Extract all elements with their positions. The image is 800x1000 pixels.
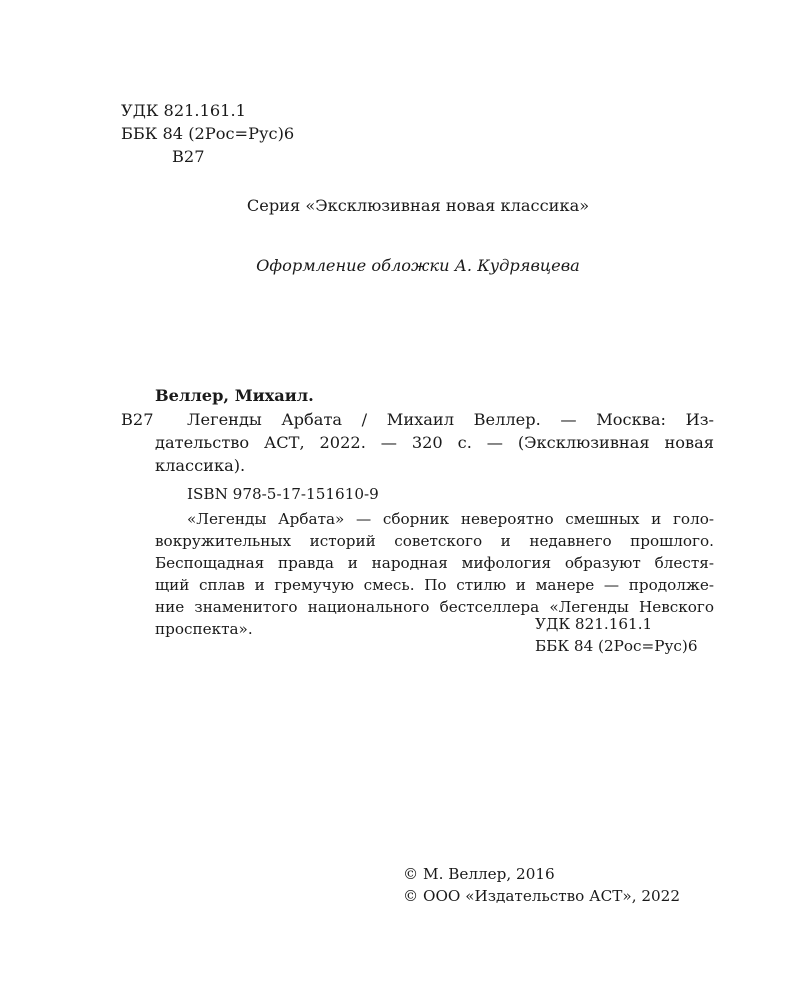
- description-line: дательство АСТ, 2022. — 320 с. — (Эксклюзивная новая: [155, 433, 714, 452]
- copyright-author: © М. Веллер, 2016: [403, 865, 555, 883]
- annotation-line: ние знаменитого национального бестселлера «Легенды Невского: [155, 598, 714, 616]
- description-line: Легенды Арбата / Михаил Веллер. — Москва: Из-: [187, 410, 714, 429]
- annotation-line: «Легенды Арбата» — сборник невероятно смешных и голо-: [187, 510, 714, 528]
- series-line: Серия «Эксклюзивная новая классика»: [246, 196, 590, 215]
- author-heading: Веллер, Михаил.: [155, 386, 314, 405]
- annotation-line: проспекта».: [155, 620, 253, 638]
- description-line: классика).: [155, 456, 246, 475]
- udk-code: УДК 821.161.1: [121, 101, 246, 120]
- catalog-udk: УДК 821.161.1: [535, 615, 653, 633]
- cover-design-credit: Оформление обложки А. Кудрявцева: [256, 256, 580, 275]
- annotation-line: щий сплав и гремучую смесь. По стилю и манере — продолже-: [155, 576, 714, 594]
- author-mark: В27: [172, 147, 205, 166]
- annotation-line: вокружительных историй советского и недавнего прошлого.: [155, 532, 714, 550]
- catalog-mark: В27: [121, 410, 154, 429]
- copyright-publisher: © ООО «Издательство АСТ», 2022: [403, 887, 681, 905]
- bbk-code: ББК 84 (2Рос=Рус)6: [121, 124, 295, 143]
- catalog-bbk: ББК 84 (2Рос=Рус)6: [535, 637, 698, 655]
- isbn: ISBN 978-5-17-151610-9: [187, 485, 379, 503]
- annotation-line: Беспощадная правда и народная мифология образуют блестя-: [155, 554, 714, 572]
